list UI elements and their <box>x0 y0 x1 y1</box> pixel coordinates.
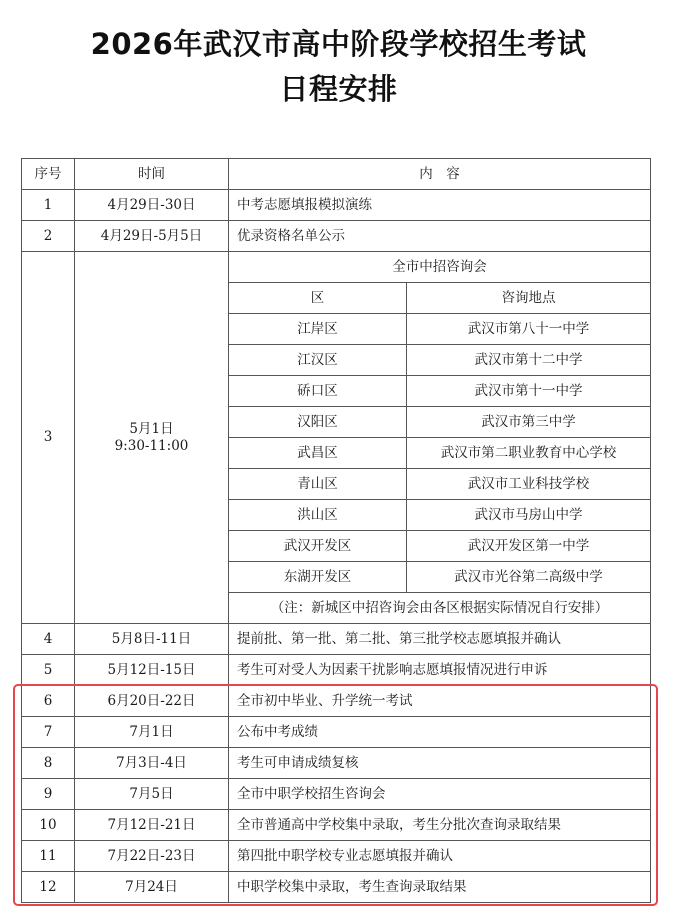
row-content: 全市普通高中学校集中录取，考生分批次查询录取结果 <box>229 810 651 841</box>
row-content: 全市中职学校招生咨询会 <box>229 779 651 810</box>
row-no: 1 <box>22 190 75 221</box>
row-no: 4 <box>22 624 75 655</box>
table-row <box>22 686 651 717</box>
row-no: 3 <box>22 252 75 624</box>
venue-note: （注：新城区中招咨询会由各区根据实际情况自行安排） <box>229 593 651 624</box>
row-time: 4月29日-5月5日 <box>75 221 229 252</box>
row-no: 2 <box>22 221 75 252</box>
row-content: 优录资格名单公示 <box>229 221 651 252</box>
schedule-table <box>21 158 651 903</box>
venue-district: 江岸区 <box>229 314 407 345</box>
row-time: 7月12日-21日 <box>75 810 229 841</box>
row-time: 5月8日-11日 <box>75 624 229 655</box>
row-content: 公布中考成绩 <box>229 717 651 748</box>
table-row <box>22 810 651 841</box>
venue-district: 武汉开发区 <box>229 531 407 562</box>
row-no: 7 <box>22 717 75 748</box>
row-no: 9 <box>22 779 75 810</box>
row-time: 5月12日-15日 <box>75 655 229 686</box>
row-no: 8 <box>22 748 75 779</box>
row-no: 11 <box>22 841 75 872</box>
venue-location: 武汉市第八十一中学 <box>407 314 651 345</box>
row-no: 6 <box>22 686 75 717</box>
venue-district: 洪山区 <box>229 500 407 531</box>
table-row <box>22 624 651 655</box>
venue-location: 武汉市第十一中学 <box>407 376 651 407</box>
venue-location: 武汉开发区第一中学 <box>407 531 651 562</box>
row-no: 12 <box>22 872 75 903</box>
row-time: 7月22日-23日 <box>75 841 229 872</box>
row-content: 考生可对受人为因素干扰影响志愿填报情况进行申诉 <box>229 655 651 686</box>
row-time: 4月29日-30日 <box>75 190 229 221</box>
venue-location: 武汉市工业科技学校 <box>407 469 651 500</box>
venue-location: 武汉市第三中学 <box>407 407 651 438</box>
venue-district: 江汉区 <box>229 345 407 376</box>
venue-district: 青山区 <box>229 469 407 500</box>
venue-location: 武汉市第十二中学 <box>407 345 651 376</box>
row-time-date: 5月1日 <box>129 421 174 438</box>
page-title: 2026年武汉市高中阶段学校招生考试 <box>90 27 587 61</box>
table-row <box>22 221 651 252</box>
venue-header-location: 咨询地点 <box>407 283 651 314</box>
venue-location: 武汉市光谷第二高级中学 <box>407 562 651 593</box>
venue-district: 硚口区 <box>229 376 407 407</box>
row-time: 7月5日 <box>75 779 229 810</box>
row-no: 5 <box>22 655 75 686</box>
table-row <box>22 717 651 748</box>
table-row <box>22 252 651 283</box>
table-row <box>22 779 651 810</box>
table-row <box>22 190 651 221</box>
venue-header-district: 区 <box>229 283 407 314</box>
header-no: 序号 <box>22 159 75 190</box>
table-header-row <box>22 159 651 190</box>
page-subtitle: 日程安排 <box>279 72 398 106</box>
consultation-title: 全市中招咨询会 <box>229 252 651 283</box>
table-row <box>22 655 651 686</box>
venue-location: 武汉市第二职业教育中心学校 <box>407 438 651 469</box>
row-content: 中考志愿填报模拟演练 <box>229 190 651 221</box>
row-content: 第四批中职学校专业志愿填报并确认 <box>229 841 651 872</box>
venue-district: 汉阳区 <box>229 407 407 438</box>
header-content: 内 容 <box>229 159 651 190</box>
header-time: 时间 <box>75 159 229 190</box>
row-time: 7月3日-4日 <box>75 748 229 779</box>
row-time: 7月24日 <box>75 872 229 903</box>
venue-district: 武昌区 <box>229 438 407 469</box>
row-time-hours: 9:30-11:00 <box>114 437 189 454</box>
row-time: 7月1日 <box>75 717 229 748</box>
table-row <box>22 872 651 903</box>
table-row <box>22 748 651 779</box>
venue-location: 武汉市马房山中学 <box>407 500 651 531</box>
row-content: 提前批、第一批、第二批、第三批学校志愿填报并确认 <box>229 624 651 655</box>
venue-district: 东湖开发区 <box>229 562 407 593</box>
row-content: 全市初中毕业、升学统一考试 <box>229 686 651 717</box>
row-no: 10 <box>22 810 75 841</box>
row-time <box>75 252 229 624</box>
row-time: 6月20日-22日 <box>75 686 229 717</box>
table-row <box>22 841 651 872</box>
row-content: 考生可申请成绩复核 <box>229 748 651 779</box>
row-content: 中职学校集中录取，考生查询录取结果 <box>229 872 651 903</box>
